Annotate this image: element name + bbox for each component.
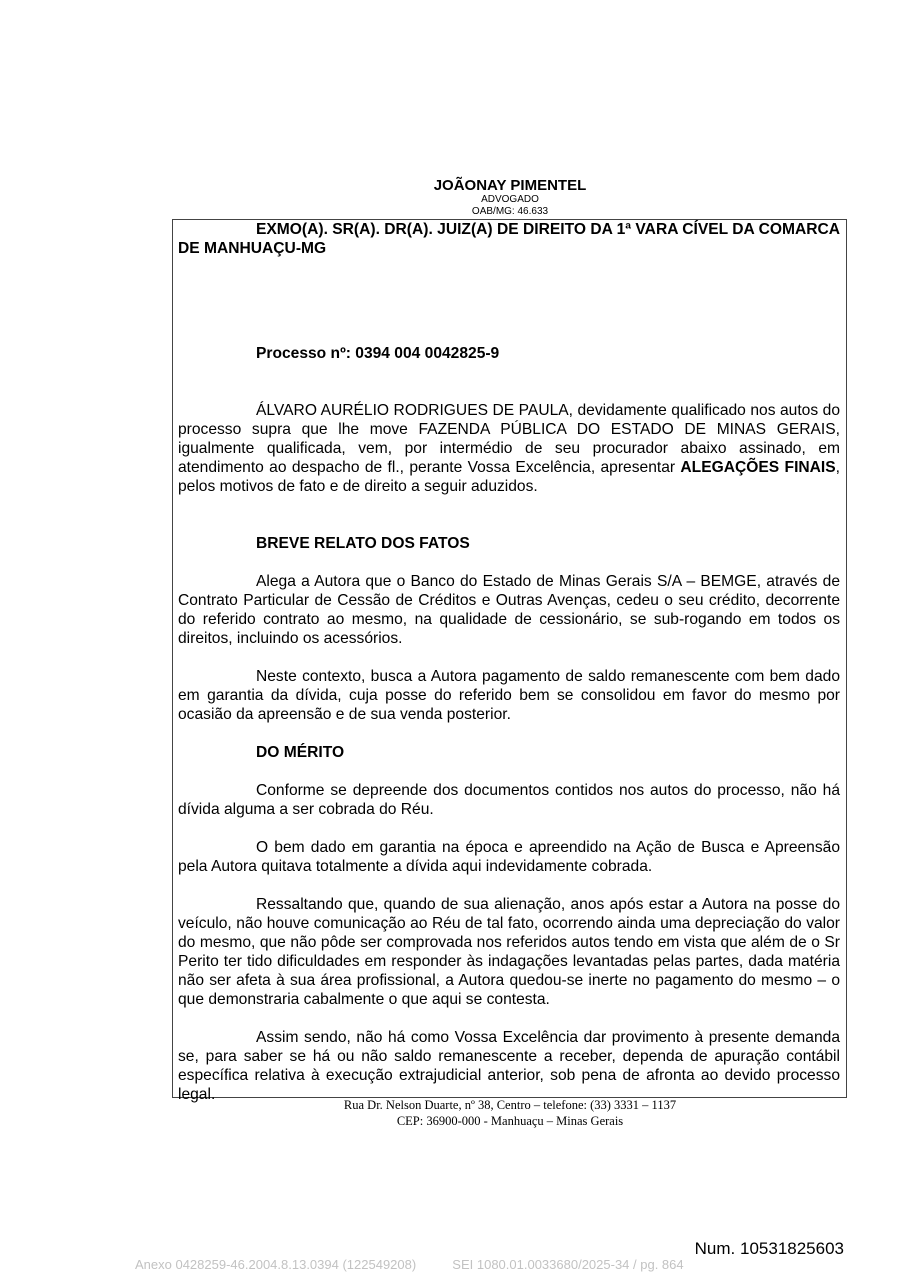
annex-watermark: Anexo 0428259-46.2004.8.13.0394 (122549208) SEI 1080.01.0033680/2025-34 / pg. 864 xyxy=(135,1257,684,1272)
intro-text: ÁLVARO AURÉLIO RODRIGUES DE PAULA, devidamente qualificado nos autos do processo supra que lhe move FAZENDA PÚBLICA DO ESTADO DE MINAS GERAIS, igualmente qualificada, vem, por intermédio de seu procurador abaixo assinado, em atendimento ao despacho de fl., perante Vossa Excelência, apresentar xyxy=(178,402,840,476)
document-number: Num. 10531825603 xyxy=(694,1239,844,1258)
intro-bold: ALEGAÇÕES FINAIS xyxy=(680,459,836,476)
document-body xyxy=(178,220,840,1104)
paragraph: Conforme se depreende dos documentos contidos nos autos do processo, não há dívida alguma a ser cobrada do Réu. xyxy=(178,782,840,818)
intro-end: , pelos motivos de fato e de direito a seguir aduzidos. xyxy=(178,459,840,495)
paragraph: Ressaltando que, quando de sua alienação, anos após estar a Autora na posse do veículo, não houve comunicação ao Réu de tal fato, ocorrendo ainda uma depreciação do valor do mesmo, que não pôde ser comprovada nos referidos autos tendo em vista que além de o Sr Perito ter tido dificuldades em responder às indagações levantadas pelas partes, dada matéria não ser afeta à sua área profissional, a Autora quedou-se inerte no pagamento do mesmo – o que demonstraria cabalmente o que aqui se contesta. xyxy=(178,896,840,1008)
addressee: EXMO(A). SR(A). DR(A). JUIZ(A) DE DIREITO DA 1ª VARA CÍVEL DA COMARCA DE MANHUAÇU-MG xyxy=(178,221,840,257)
section-heading-facts: BREVE RELATO DOS FATOS xyxy=(256,535,470,552)
footer-address: Rua Dr. Nelson Duarte, nº 38, Centro – telefone: (33) 3331 – 1137 xyxy=(343,1098,677,1112)
letterhead xyxy=(172,177,848,217)
section-heading-merit: DO MÉRITO xyxy=(256,744,345,761)
paragraph: O bem dado em garantia na época e apreendido na Ação de Busca e Apreensão pela Autora quitava totalmente a dívida aqui indevidamente cobrada. xyxy=(178,839,840,875)
intro-paragraph xyxy=(178,401,840,496)
footer-cep: CEP: 36900-000 - Manhuaçu – Minas Gerais xyxy=(396,1114,624,1128)
page-footer xyxy=(172,1097,848,1129)
paragraph: Alega a Autora que o Banco do Estado de Minas Gerais S/A – BEMGE, através de Contrato Particular de Cessão de Créditos e Outras Avenças, cedeu o seu crédito, decorrente do referido contrato ao mesmo, na qualidade de cessionário, se sub-rogando em todos os direitos, incluindo os acessórios. xyxy=(178,573,840,647)
process-number: Processo nº: 0394 004 0042825-9 xyxy=(256,345,500,362)
lawyer-oab: OAB/MG: 46.633 xyxy=(471,206,549,217)
lawyer-name: JOÃONAY PIMENTEL xyxy=(433,177,587,194)
paragraph: Assim sendo, não há como Vossa Excelência dar provimento à presente demanda se, para saber se há ou não saldo remanescente a receber, dependa de apuração contábil específica relativa à execução extrajudicial anterior, sob pena de afronta ao devido processo legal. xyxy=(178,1029,840,1103)
paragraph: Neste contexto, busca a Autora pagamento de saldo remanescente com bem dado em garantia da dívida, cuja posse do referido bem se consolidou em favor do mesmo por ocasião da apreensão e de sua venda posterior. xyxy=(178,668,840,723)
lawyer-title: ADVOGADO xyxy=(481,194,539,205)
